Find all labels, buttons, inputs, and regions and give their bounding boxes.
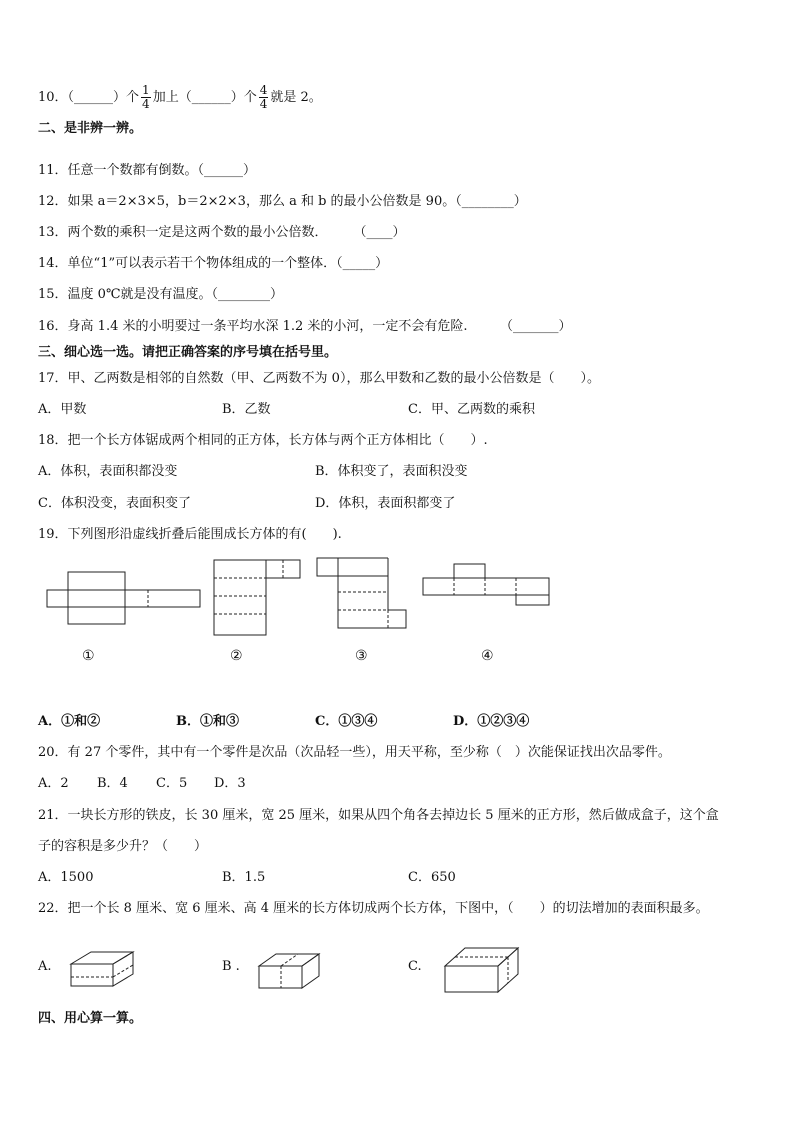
q21-option-a[interactable]: A．1500 <box>38 870 94 885</box>
q21-option-c[interactable]: C．650 <box>408 870 456 885</box>
figure-label-1: ① <box>82 648 95 664</box>
q18-option-c[interactable]: C．体积没变，表面积变了 <box>38 496 191 511</box>
q19-option-d[interactable]: D．①②③④ <box>453 714 530 729</box>
q22-box-b <box>254 946 334 996</box>
question-10 <box>38 84 322 111</box>
question-21-line-1: 21．一块长方形的铁皮，长 30 厘米，宽 25 厘米，如果从四个角各去掉边长 5 厘米的正方形，然后做成盒子，这个盒 <box>38 808 719 823</box>
q10-post: 就是 2。 <box>270 90 322 105</box>
question-19: 19．下列图形沿虚线折叠后能围成长方体的有( ). <box>38 527 342 542</box>
q17-option-c[interactable]: C．甲、乙两数的乘积 <box>408 402 535 417</box>
q19-option-a[interactable]: A．①和② <box>38 714 101 729</box>
q22-option-c[interactable]: C. <box>408 959 422 974</box>
q22-option-a[interactable]: A. <box>38 959 52 974</box>
q21-option-b[interactable]: B．1.5 <box>222 870 266 885</box>
question-14: 14．单位“1”可以表示若干个物体组成的一个整体．（_____） <box>38 256 389 271</box>
net-figure-1 <box>47 572 200 624</box>
question-16: 16．身高 1.4 米的小明要过一条平均水深 1.2 米的小河，一定不会有危险. （_______） <box>38 319 572 334</box>
q22-option-b[interactable]: B . <box>222 959 240 974</box>
fraction-4-4: $\frac{4}{4}$ <box>259 83 268 111</box>
question-11: 11．任意一个数都有倒数。（______） <box>38 163 257 178</box>
q17-option-b[interactable]: B．乙数 <box>222 402 271 417</box>
section-3-heading: 三、细心选一选。请把正确答案的序号填在括号里。 <box>38 345 338 360</box>
question-15: 15．温度 0℃就是没有温度。（________） <box>38 287 283 302</box>
fraction-1-4: $\frac{1}{4}$ <box>142 83 150 111</box>
q18-option-d[interactable]: D．体积，表面积都变了 <box>315 496 456 511</box>
q18-option-a[interactable]: A．体积，表面积都没变 <box>38 464 178 479</box>
section-4-heading: 四、用心算一算。 <box>38 1011 143 1026</box>
q19-option-b[interactable]: B．①和③ <box>176 714 239 729</box>
q20-option-a[interactable]: A．2 <box>38 776 69 791</box>
figure-label-4: ④ <box>481 648 494 664</box>
q18-option-b[interactable]: B．体积变了，表面积没变 <box>315 464 468 479</box>
q19-figures <box>40 552 600 662</box>
question-13: 13．两个数的乘积一定是这两个数的最小公倍数． （____） <box>38 225 406 240</box>
q22-box-c <box>440 942 530 998</box>
question-12: 12．如果 a＝2×3×5，b＝2×2×3，那么 a 和 b 的最小公倍数是 90。（________） <box>38 194 527 209</box>
figure-label-2: ② <box>230 648 243 664</box>
q22-box-a <box>66 946 146 996</box>
q20-option-d[interactable]: D．3 <box>214 776 246 791</box>
figure-label-3: ③ <box>355 648 368 664</box>
question-17: 17．甲、乙两数是相邻的自然数（甲、乙两数不为 0），那么甲数和乙数的最小公倍数是（ ）。 <box>38 371 600 386</box>
q10-mid: 加上（______）个 <box>152 90 257 105</box>
q17-option-a[interactable]: A．甲数 <box>38 402 87 417</box>
q10-pre: 10．（______）个 <box>38 90 140 105</box>
net-figure-3 <box>317 558 406 628</box>
question-18: 18．把一个长方体锯成两个相同的正方体，长方体与两个正方体相比（ ）. <box>38 433 488 448</box>
q20-option-b[interactable]: B．4 <box>97 776 128 791</box>
net-figure-2 <box>214 560 300 635</box>
q20-option-c[interactable]: C．5 <box>156 776 188 791</box>
question-21-line-2: 子的容积是多少升？（ ） <box>38 839 208 854</box>
section-2-heading: 二、是非辨一辨。 <box>38 121 143 136</box>
q19-option-c[interactable]: C．①③④ <box>315 714 378 729</box>
question-20: 20．有 27 个零件，其中有一个零件是次品（次品轻一些），用天平称，至少称（ ）次能保证找出次品零件。 <box>38 745 671 760</box>
net-figure-4 <box>423 564 549 605</box>
question-22: 22．把一个长 8 厘米、宽 6 厘米、高 4 厘米的长方体切成两个长方体，下图中，（ ）的切法增加的表面积最多。 <box>38 901 709 916</box>
